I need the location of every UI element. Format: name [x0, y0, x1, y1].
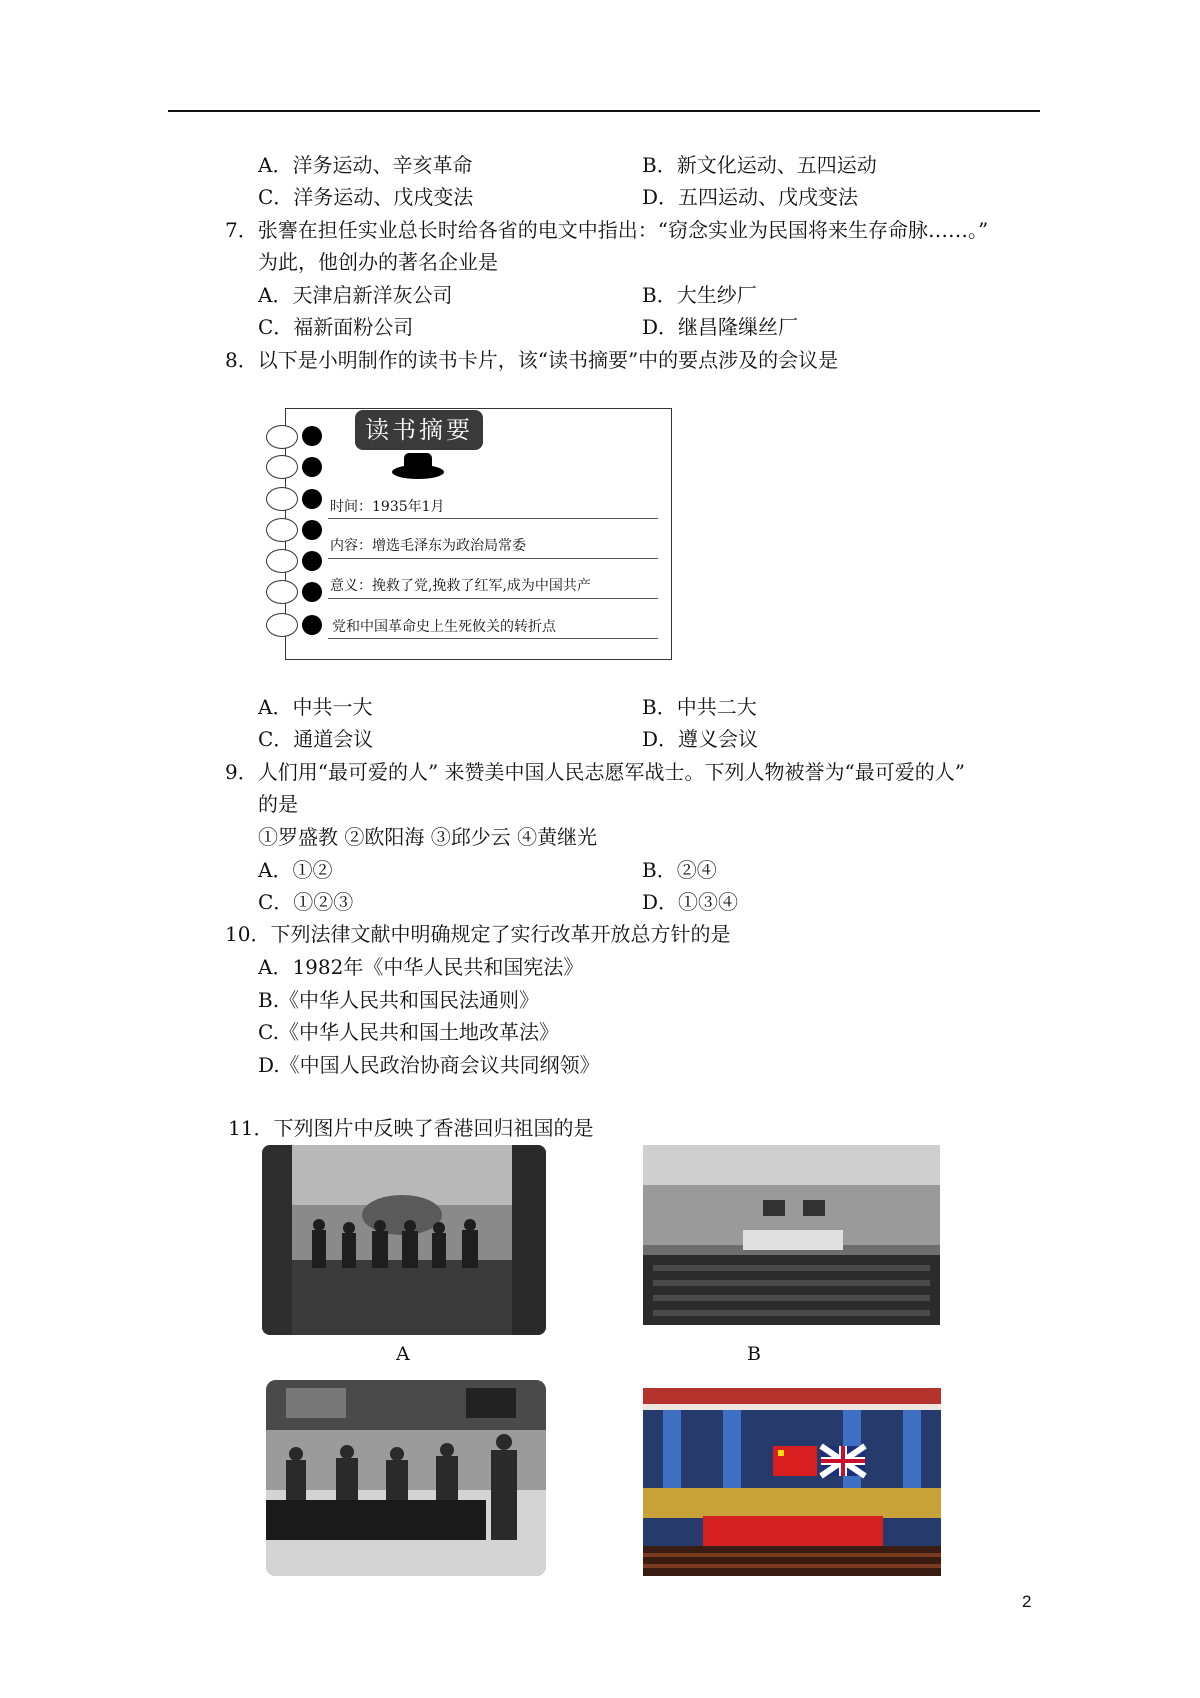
q7-option-a: A．天津启新洋灰公司: [258, 283, 453, 307]
q9-stem-cont: 的是: [258, 792, 298, 816]
card-meaning-line1: 意义：挽救了党,挽救了红军,成为中国共产: [330, 578, 591, 594]
card-ring: [266, 455, 298, 479]
q7-stem: 7．张謇在担任实业总长时给各省的电文中指出：“窃念实业为民国将来生存命脉……。”: [225, 218, 989, 242]
q6-option-a: A．洋务运动、辛亥革命: [258, 153, 473, 177]
q9-option-c: C．①②③: [258, 890, 354, 914]
q10-option-c: C.《中华人民共和国土地改革法》: [258, 1020, 559, 1044]
q9-option-a: A．①②: [258, 858, 333, 882]
card-time: 时间：1935年1月: [330, 499, 445, 515]
card-ring: [266, 487, 298, 511]
card-line: [328, 558, 658, 559]
card-ring: [266, 580, 298, 604]
q9-option-d: D．①③④: [642, 890, 739, 914]
q10-option-b: B.《中华人民共和国民法通则》: [258, 988, 540, 1012]
card-bullet: [302, 457, 322, 477]
card-ring: [266, 518, 298, 542]
card-content: 内容：增选毛泽东为政治局常委: [330, 538, 526, 554]
photo-b: [643, 1145, 940, 1325]
card-bullet: [302, 582, 322, 602]
q8-stem: 8．以下是小明制作的读书卡片，该“读书摘要”中的要点涉及的会议是: [225, 348, 839, 372]
q11-stem: 11．下列图片中反映了香港回归祖国的是: [228, 1116, 594, 1140]
hat-icon: [390, 450, 446, 480]
q7-option-b: B．大生纱厂: [642, 283, 757, 307]
card-line: [328, 638, 658, 639]
card-bullet: [302, 520, 322, 540]
q8-option-a: A．中共一大: [258, 695, 373, 719]
q9-option-b: B．②④: [642, 858, 717, 882]
q7-option-c: C．福新面粉公司: [258, 315, 414, 339]
q7-option-d: D．继昌隆缫丝厂: [642, 315, 799, 339]
header-rule: [168, 110, 1040, 112]
card-bullet: [302, 551, 322, 571]
q10-option-d: D.《中国人民政治协商会议共同纲领》: [258, 1053, 600, 1077]
q8-option-b: B．中共二大: [642, 695, 757, 719]
photo-a-label: A: [396, 1343, 410, 1365]
photo-b-label: B: [747, 1343, 761, 1365]
card-bullet: [302, 489, 322, 509]
photo-c: [266, 1380, 546, 1576]
q6-option-d: D．五四运动、戊戌变法: [642, 185, 859, 209]
q8-option-c: C．通道会议: [258, 727, 374, 751]
card-meaning-line2: 党和中国革命史上生死攸关的转折点: [332, 619, 556, 635]
card-title-badge: 读书摘要: [355, 410, 483, 450]
card-ring: [266, 549, 298, 573]
photo-a: [262, 1145, 546, 1335]
card-line: [328, 598, 658, 599]
card-ring: [266, 425, 298, 449]
card-ring: [266, 613, 298, 637]
card-line: [328, 518, 658, 519]
page-number: 2: [1022, 1592, 1032, 1611]
q6-option-b: B．新文化运动、五四运动: [642, 153, 877, 177]
q7-stem-cont: 为此，他创办的著名企业是: [258, 250, 498, 274]
q9-stem: 9．人们用“最可爱的人” 来赞美中国人民志愿军战士。下列人物被誉为“最可爱的人”: [225, 760, 965, 784]
q6-option-c: C．洋务运动、戊戌变法: [258, 185, 474, 209]
card-bullet: [302, 615, 322, 635]
q9-items: ①罗盛教 ②欧阳海 ③邱少云 ④黄继光: [258, 825, 598, 849]
card-bullet: [302, 426, 322, 446]
q8-option-d: D．遵义会议: [642, 727, 759, 751]
photo-d: [643, 1388, 941, 1576]
q10-option-a: A．1982年《中华人民共和国宪法》: [258, 955, 584, 979]
q10-stem: 10．下列法律文献中明确规定了实行改革开放总方针的是: [225, 922, 731, 946]
